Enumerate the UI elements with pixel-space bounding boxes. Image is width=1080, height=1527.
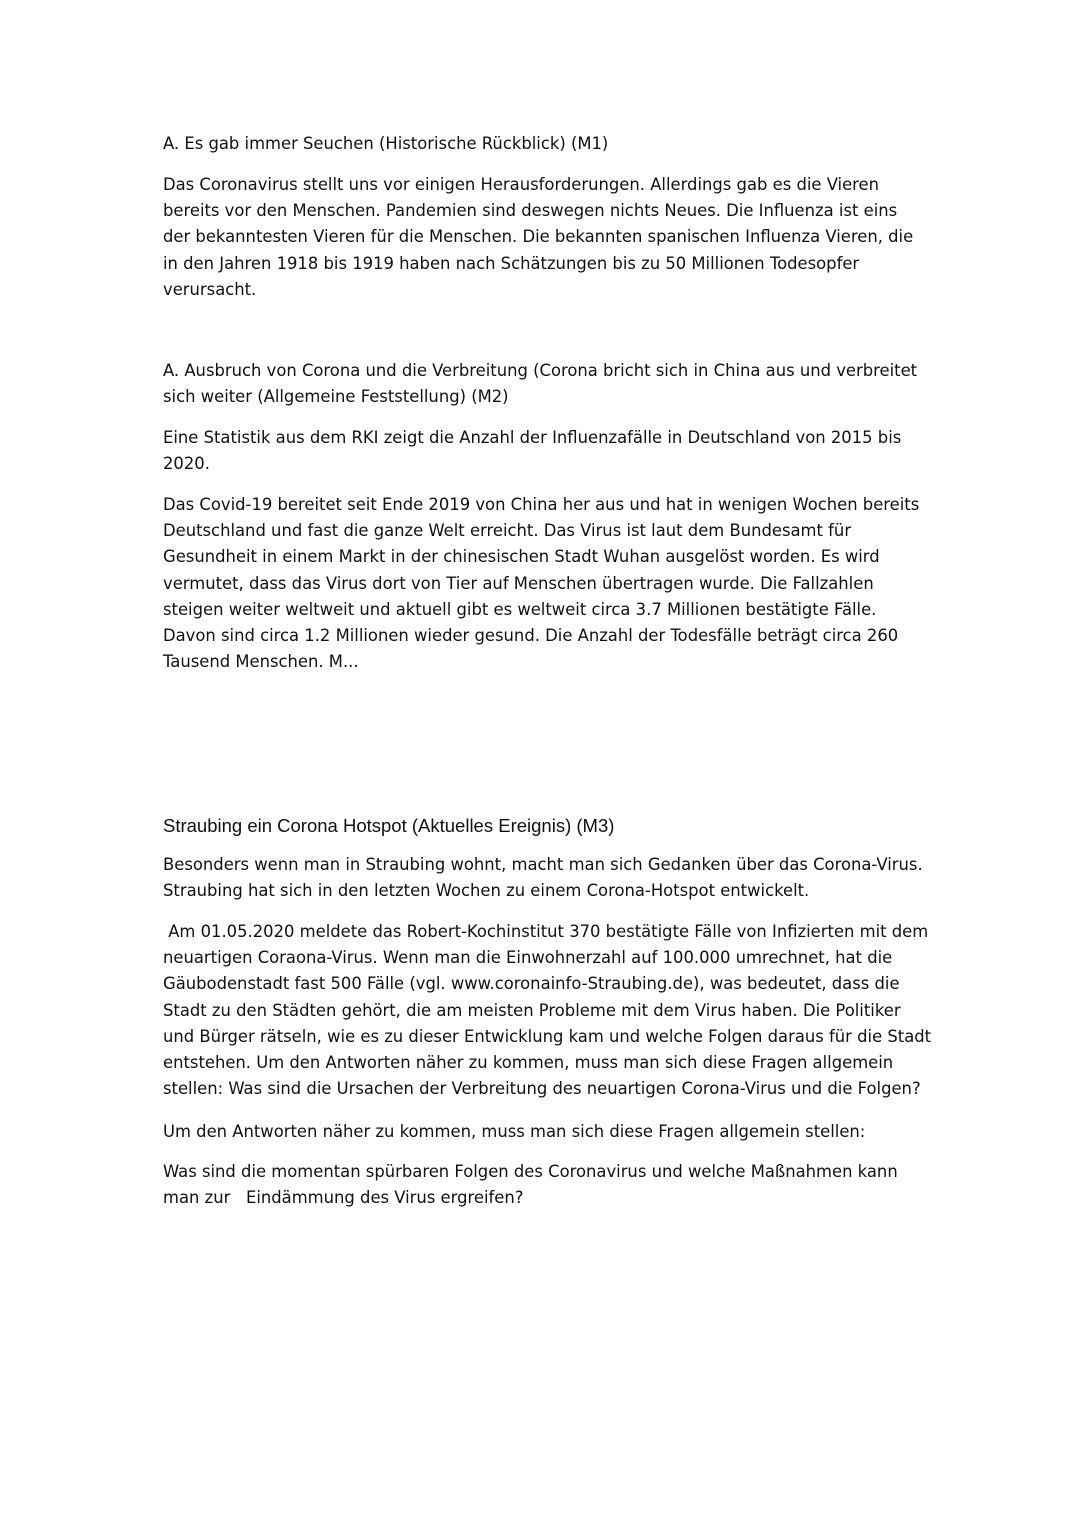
text-line: der bekanntesten Vieren für die Menschen. Die bekannten spanischen Influenza Vieren, die [163,227,914,247]
text-line: Besonders wenn man in Straubing wohnt, macht man sich Gedanken über das Corona-Virus. [163,855,923,874]
text-line: entstehen. Um den Antworten näher zu kommen, muss man sich diese Fragen allgemein [163,1053,894,1073]
text-line: Straubing hat sich in den letzten Wochen zu einem Corona-Hotspot entwickelt. [163,881,810,901]
paragraph [163,852,933,904]
heading-line: Straubing ein Corona Hotspot (Aktuelles Ereignis) (M3) [163,815,615,836]
text-line: Deutschland und fast die ganze Welt erreicht. Das Virus ist laut dem Bundesamt für [163,521,852,541]
section-heading [163,131,933,157]
heading-line: A. Es gab immer Seuchen (Historische Rückblick) (M1) [163,134,609,153]
text-line: Stadt zu den Städten gehört, die am meisten Probleme mit dem Virus haben. Die Politiker [163,1000,901,1020]
paragraph [163,1119,933,1145]
section-m1 [163,131,933,157]
heading-line: A. Ausbruch von Corona und die Verbreitung (Corona bricht sich in China aus und verbreitet [163,361,918,380]
text-line: verursacht. [163,279,257,299]
paragraph [163,1159,933,1211]
text-line: bereits vor den Menschen. Pandemien sind deswegen nichts Neues. Die Influenza ist eins [163,201,898,221]
text-line: man zur Eindämmung des Virus ergreifen? [163,1188,524,1208]
section-m3 [163,813,933,839]
text-line: neuartigen Coraona-Virus. Wenn man die Einwohnerzahl auf 100.000 umrechnet, hat die [163,948,893,968]
text-line: in den Jahren 1918 bis 1919 haben nach Schätzungen bis zu 50 Millionen Todesopfer [163,253,860,273]
section-heading [163,813,933,839]
text-line: vermutet, dass das Virus dort von Tier auf Menschen übertragen wurde. Die Fallzahlen [163,573,874,593]
text-line: Um den Antworten näher zu kommen, muss man sich diese Fragen allgemein stellen: [163,1122,866,1141]
text-line: Am 01.05.2020 meldete das Robert-Kochinstitut 370 bestätigte Fälle von Infizierten mit dem [163,922,929,941]
text-line: Eine Statistik aus dem RKI zeigt die Anzahl der Influenzafälle in Deutschland von 2015 bis [163,428,902,447]
text-line: und Bürger rätseln, wie es zu dieser Entwicklung kam und welche Folgen daraus für die Stadt [163,1026,932,1046]
text-line: stellen: Was sind die Ursachen der Verbreitung des neuartigen Corona-Virus und die Folgen? [163,1079,921,1099]
text-line: Davon sind circa 1.2 Millionen wieder gesund. Die Anzahl der Todesfälle beträgt circa 260 [163,626,899,646]
section-m2 [163,358,933,410]
text-line: Gäubodenstadt fast 500 Fälle (vgl. www.coronainfo-Straubing.de), was bedeutet, dass die [163,974,900,994]
paragraph [163,919,933,1102]
text-line: Tausend Menschen. M... [163,652,359,672]
text-line: Gesundheit in einem Markt in der chinesischen Stadt Wuhan ausgelöst worden. Es wird [163,547,880,567]
text-line: 2020. [163,454,210,474]
text-line: steigen weiter weltweit und aktuell gibt es weltweit circa 3.7 Millionen bestätigte Fälle. [163,599,877,619]
paragraph [163,492,933,675]
text-line: Das Covid-19 bereitet seit Ende 2019 von China her aus und hat in wenigen Wochen bereits [163,495,920,514]
paragraph [163,172,933,303]
text-line: Das Coronavirus stellt uns vor einigen Herausforderungen. Allerdings gab es die Vieren [163,175,880,194]
text-line: Was sind die momentan spürbaren Folgen des Coronavirus und welche Maßnahmen kann [163,1162,898,1181]
section-heading [163,358,933,410]
paragraph [163,425,933,477]
heading-line: sich weiter (Allgemeine Feststellung) (M2) [163,387,509,407]
